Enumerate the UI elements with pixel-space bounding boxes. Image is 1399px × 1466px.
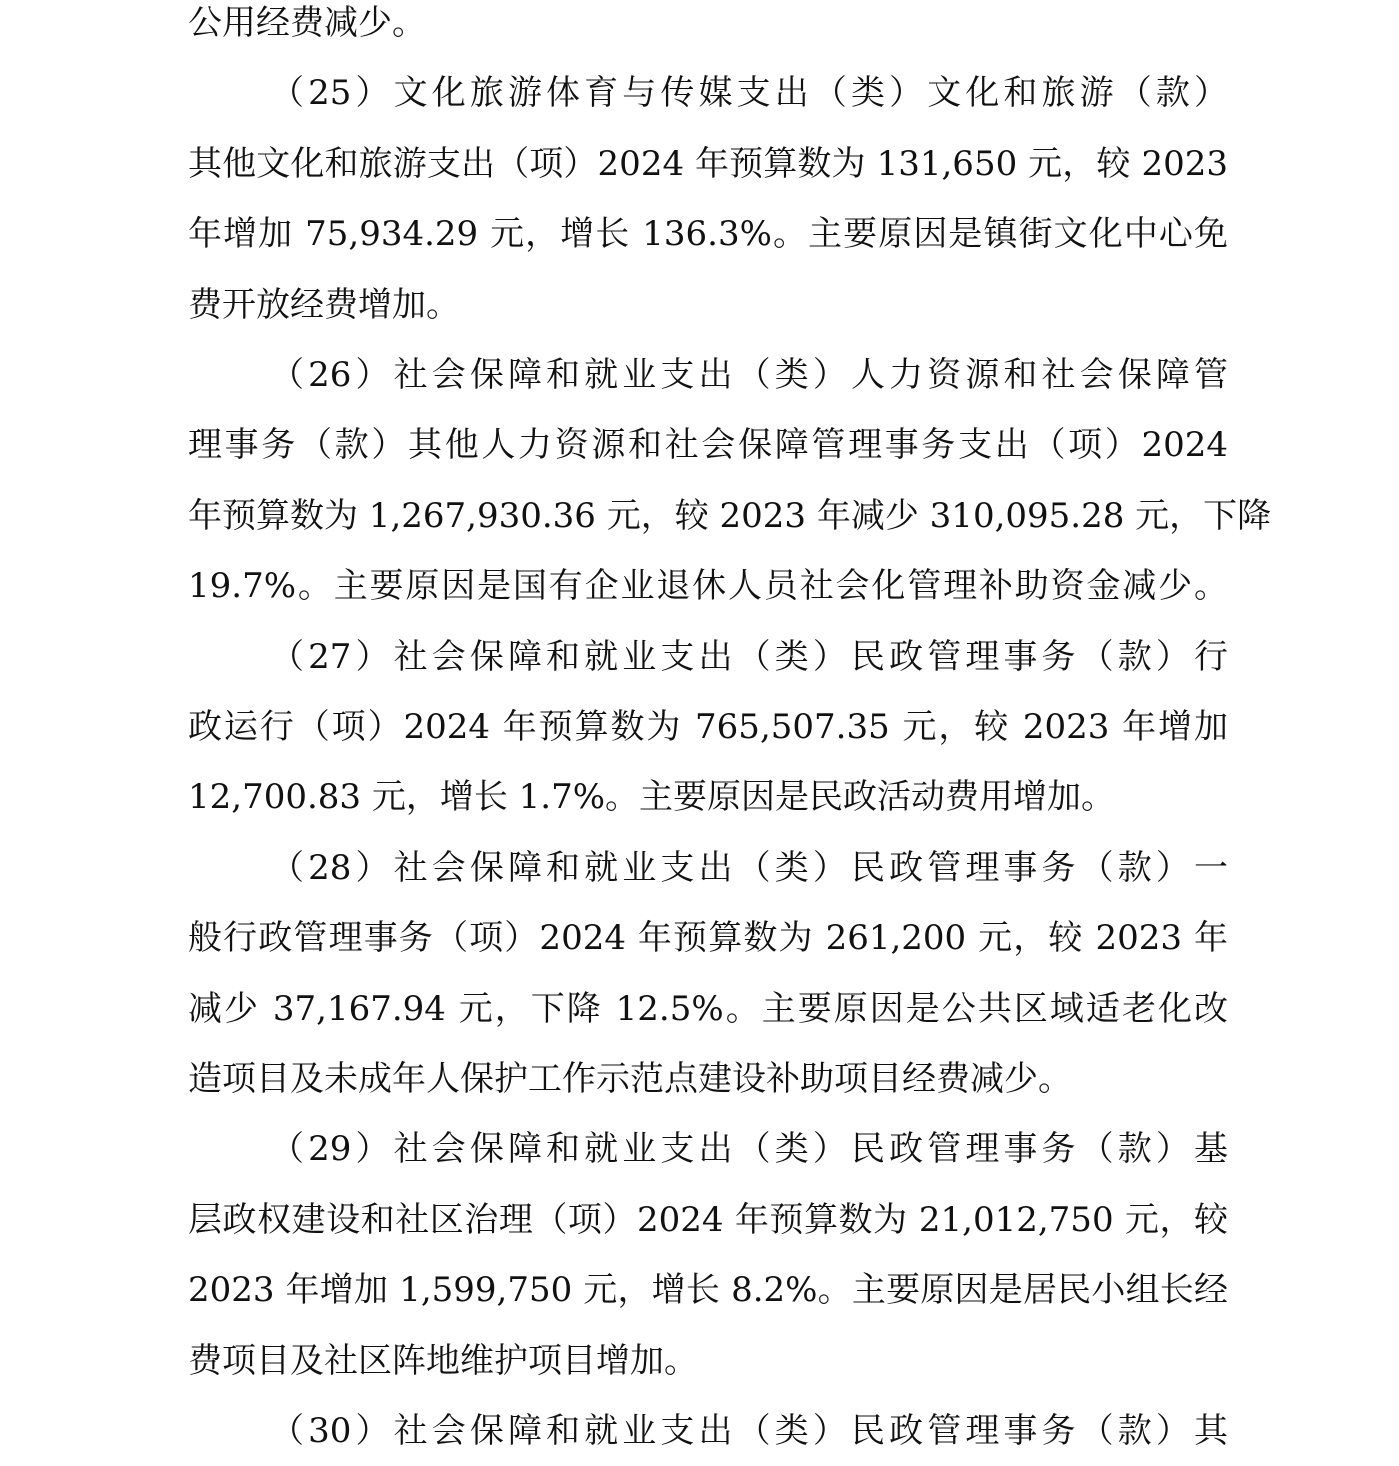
document-line: 公用经费减少。 <box>188 3 426 43</box>
document-line: 19.7%。主要原因是国有企业退休人员社会化管理补助资金减少。 <box>188 566 1228 607</box>
paragraph-first-line: （29）社会保障和就业支出（类）民政管理事务（款）基 <box>270 1129 1228 1170</box>
paragraph-first-line: （26）社会保障和就业支出（类）人力资源和社会保障管 <box>270 355 1228 395</box>
document-line: 2023 年增加 1,599,750 元，增长 8.2%。主要原因是居民小组长经 <box>188 1270 1228 1311</box>
paragraph-first-line: （30）社会保障和就业支出（类）民政管理事务（款）其 <box>270 1411 1228 1451</box>
document-line: 政运行（项）2024 年预算数为 765,507.35 元，较 2023 年增加 <box>188 707 1228 747</box>
document-line: 费项目及社区阵地维护项目增加。 <box>188 1340 698 1381</box>
document-line: 12,700.83 元，增长 1.7%。主要原因是民政活动费用增加。 <box>188 777 1116 818</box>
document-line: 般行政管理事务（项）2024 年预算数为 261,200 元，较 2023 年 <box>188 918 1228 959</box>
document-line: 年增加 75,934.29 元，增长 136.3%。主要原因是镇街文化中心免 <box>188 214 1228 255</box>
paragraph-first-line: （27）社会保障和就业支出（类）民政管理事务（款）行 <box>270 636 1228 677</box>
document-line: 层政权建设和社区治理（项）2024 年预算数为 21,012,750 元，较 <box>188 1199 1228 1240</box>
document-line: 造项目及未成年人保护工作示范点建设补助项目经费减少。 <box>188 1059 1072 1099</box>
document-line: 其他文化和旅游支出（项）2024 年预算数为 131,650 元，较 2023 <box>188 143 1228 184</box>
document-line: 费开放经费增加。 <box>188 284 460 325</box>
paragraph-first-line: （25）文化旅游体育与传媒支出（类）文化和旅游（款） <box>270 73 1228 114</box>
document-line: 理事务（款）其他人力资源和社会保障管理事务支出（项）2024 <box>188 425 1228 466</box>
document-line: 年预算数为 1,267,930.36 元，较 2023 年减少 310,095.28 元，下降 <box>188 495 1272 536</box>
document-line: 减少 37,167.94 元，下降 12.5%。主要原因是公共区域适老化改 <box>188 988 1228 1029</box>
paragraph-first-line: （28）社会保障和就业支出（类）民政管理事务（款）一 <box>270 847 1228 888</box>
